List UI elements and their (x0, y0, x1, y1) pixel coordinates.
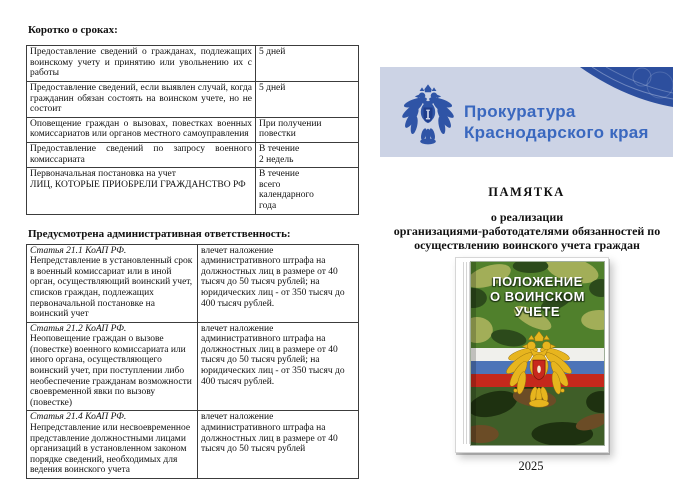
deadlines-heading: Коротко о сроках: (28, 24, 118, 36)
violation-cell (27, 411, 198, 479)
table-row (27, 322, 359, 411)
book-page-edges (461, 262, 470, 444)
org-name-line: Краснодарского края (464, 123, 649, 142)
russia-coat-of-arms-icon (501, 330, 577, 410)
memo-subtitle-line: осуществлению воинского учета граждан (414, 237, 640, 252)
table-row (27, 117, 359, 142)
term-line: В течение (259, 169, 300, 180)
deadlines-table (26, 45, 359, 215)
deadline-term-cell (256, 142, 359, 167)
table-row (27, 142, 359, 167)
term-line: календарного (259, 190, 314, 201)
term-line: 5 дней (259, 47, 286, 57)
deadline-action-cell: Предоставление сведений о гражданах, подлежащих воинскому учету и принятию или увольнению их с работы (27, 46, 256, 82)
article-label: Статья 21.4 КоАП РФ. (30, 412, 127, 423)
deadline-term-cell (256, 117, 359, 142)
book-cover (470, 261, 605, 446)
violation-text: Неоповещение граждан о вызове (повестке) военного комиссариата или иного органа, осуществляющего воинский учет, при поступлении либо необеспечение гражданам возможности своевременной явки по вызову (повестке) (30, 334, 192, 408)
table-row (27, 411, 359, 479)
table-row (27, 46, 359, 82)
term-line: При получении (259, 118, 322, 129)
book-title (471, 274, 604, 319)
book-title-line: УЧЕТЕ (514, 304, 560, 319)
action-line: ЛИЦ, КОТОРЫЕ ПРИОБРЕЛИ ГРАЖДАНСТВО РФ (30, 179, 246, 190)
memo-subtitle (358, 211, 696, 252)
table-row (27, 82, 359, 118)
term-line: 2 недель (259, 154, 294, 165)
article-label: Статья 21.1 КоАП РФ. (30, 245, 127, 256)
violation-cell (27, 244, 198, 322)
term-line: всего (259, 179, 281, 190)
penalty-cell: влечет наложение административного штрафа на должностных лиц в размере от 40 тысяч до 50 тысяч рублей; на юридических лиц - от 350 тысяч до 400 тысяч рублей. (198, 322, 359, 411)
table-row (27, 168, 359, 214)
violation-text: Непредставление в установленный срок в военный комиссариат или в иной орган, осуществляющий воинский учет, списков граждан, подлежащих первоначальной постановке на воинский учет (30, 256, 193, 320)
book-photo (455, 257, 609, 453)
deadline-term-cell (256, 82, 359, 118)
violation-cell (27, 322, 198, 411)
term-line: года (259, 200, 277, 211)
term-line: 5 дней (259, 83, 286, 93)
term-line: В течение (259, 143, 300, 154)
year-label: 2025 (518, 459, 544, 473)
deadline-term-cell (256, 168, 359, 214)
action-line: Первоначальная постановка на учет (30, 169, 176, 180)
book-spine-shade (471, 262, 476, 445)
article-label: Статья 21.2 КоАП РФ. (30, 323, 127, 334)
org-name (464, 101, 649, 143)
deadline-action-cell: Предоставление сведений, если выявлен случай, когда гражданин обязан состоять на воинском учете, но не состоит (27, 82, 256, 118)
table-row (27, 244, 359, 322)
penalty-cell: влечет наложение административного штрафа на должностных лиц в размере от 40 тысяч до 50 тысяч рублей; на юридических лиц - от 350 тысяч до 400 тысяч рублей. (198, 244, 359, 322)
violation-text: Непредставление или несвоевременное представление должностными лицами организаций в установленном законом порядке сведений, необходимых для ведения воинского учета (30, 423, 191, 476)
deadline-term-cell (256, 46, 359, 82)
prosecutor-eagle-icon (398, 83, 458, 147)
term-line: повестки (259, 129, 296, 140)
book-title-line: ПОЛОЖЕНИЕ (492, 274, 583, 289)
liability-table (26, 244, 359, 479)
book-title-line: О ВОИНСКОМ (490, 289, 585, 304)
liability-heading: Предусмотрена административная ответственность: (28, 227, 291, 240)
penalty-cell: влечет наложение административного штрафа на должностных лиц в размере от 40 тысяч до 50 тысяч рублей (198, 411, 359, 479)
deadline-action-cell (27, 168, 256, 214)
deadline-action-cell: Оповещение граждан о вызовах, повестках военных комиссариатов или органов местного самоуправления (27, 117, 256, 142)
org-name-line: Прокуратура (464, 102, 576, 121)
memo-subtitle-line: организациями-работодателями обязанностей по (393, 223, 661, 238)
left-page (26, 24, 344, 479)
prosecutor-banner (380, 67, 673, 157)
deadline-action-cell: Предоставление сведений по запросу военного комиссариата (27, 142, 256, 167)
memo-subtitle-line: о реализации (490, 210, 564, 224)
memo-title: ПАМЯТКА (488, 185, 565, 199)
